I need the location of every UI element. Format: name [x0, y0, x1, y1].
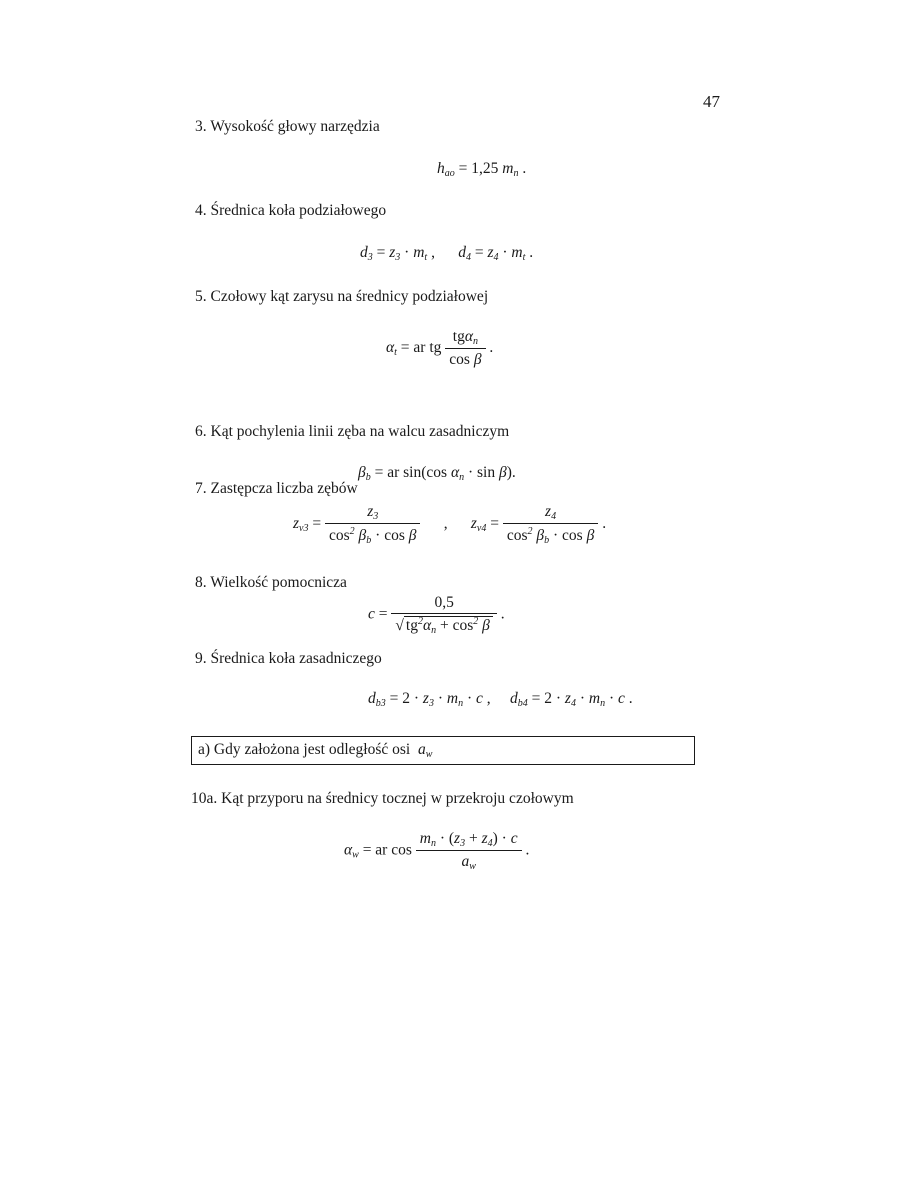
- formula-coefficient: 1,25: [471, 160, 499, 177]
- heading-4: 4. Średnica koła podziałowego: [195, 202, 387, 219]
- heading-9: 9. Średnica koła zasadniczego: [195, 650, 382, 667]
- formula-working-pressure-angle: $\alpha_w$ = ar cos $\frac{m_n \cdot (z_3 + z_4) \cdot c}{a_w}$ .: [344, 830, 530, 872]
- heading-5: 5. Czołowy kąt zarysu na średnicy podziałowej: [195, 288, 489, 305]
- formula-base-helix-angle: $\beta_b$ = ar sin(cos $\alpha_n \cdot \sin \beta$).: [358, 464, 516, 483]
- formula-tool-addendum-height: $h_{ao} = 1,25$ $m_n$ .: [437, 160, 527, 179]
- case-a-box: a) Gdy założona jest odległość osi $a_w$: [191, 736, 695, 765]
- heading-8: 8. Wielkość pomocnicza: [195, 574, 347, 591]
- page-number: 47: [703, 92, 720, 111]
- formula-base-diameter: $d_{b3} = 2 \cdot z_3 \cdot m_n \cdot c$ , $d_{b4} = 2 \cdot z_4 \cdot m_n \cdot c$ .: [368, 690, 633, 709]
- formula-pitch-diameter: $d_3 = z_3 \cdot m_t$ , $d_4 = z_4 \cdot m_t$ .: [360, 244, 534, 263]
- formula-transverse-pressure-angle: $\alpha_t$ = ar tg $\frac{tg\alpha_n}{\text{cos β}}$ .: [386, 328, 494, 368]
- formula-virtual-teeth: $z_{v3}$ = $\frac{z_3}{\cos^2 \beta_b \cdot \cos \beta}$ , $z_{v4}$ = $\frac{z_4}{\cos^2 \beta_b \cdot \cos \beta}$ .: [293, 503, 607, 546]
- heading-3: 3. Wysokość głowy narzędzia: [195, 118, 380, 135]
- formula-numerator: 0,5: [434, 594, 454, 611]
- heading-6: 6. Kąt pochylenia linii zęba na walcu zasadniczym: [195, 423, 510, 440]
- heading-7: 7. Zastępcza liczba zębów: [195, 480, 358, 497]
- case-a-label: a) Gdy założona jest odległość osi: [198, 741, 411, 758]
- formula-auxiliary-value: c = $\frac{0,5}{√ tg^2\alpha_n + \cos^2 \beta}$ .: [368, 594, 505, 636]
- heading-10a: 10a. Kąt przyporu na średnicy tocznej w przekroju czołowym: [191, 790, 574, 807]
